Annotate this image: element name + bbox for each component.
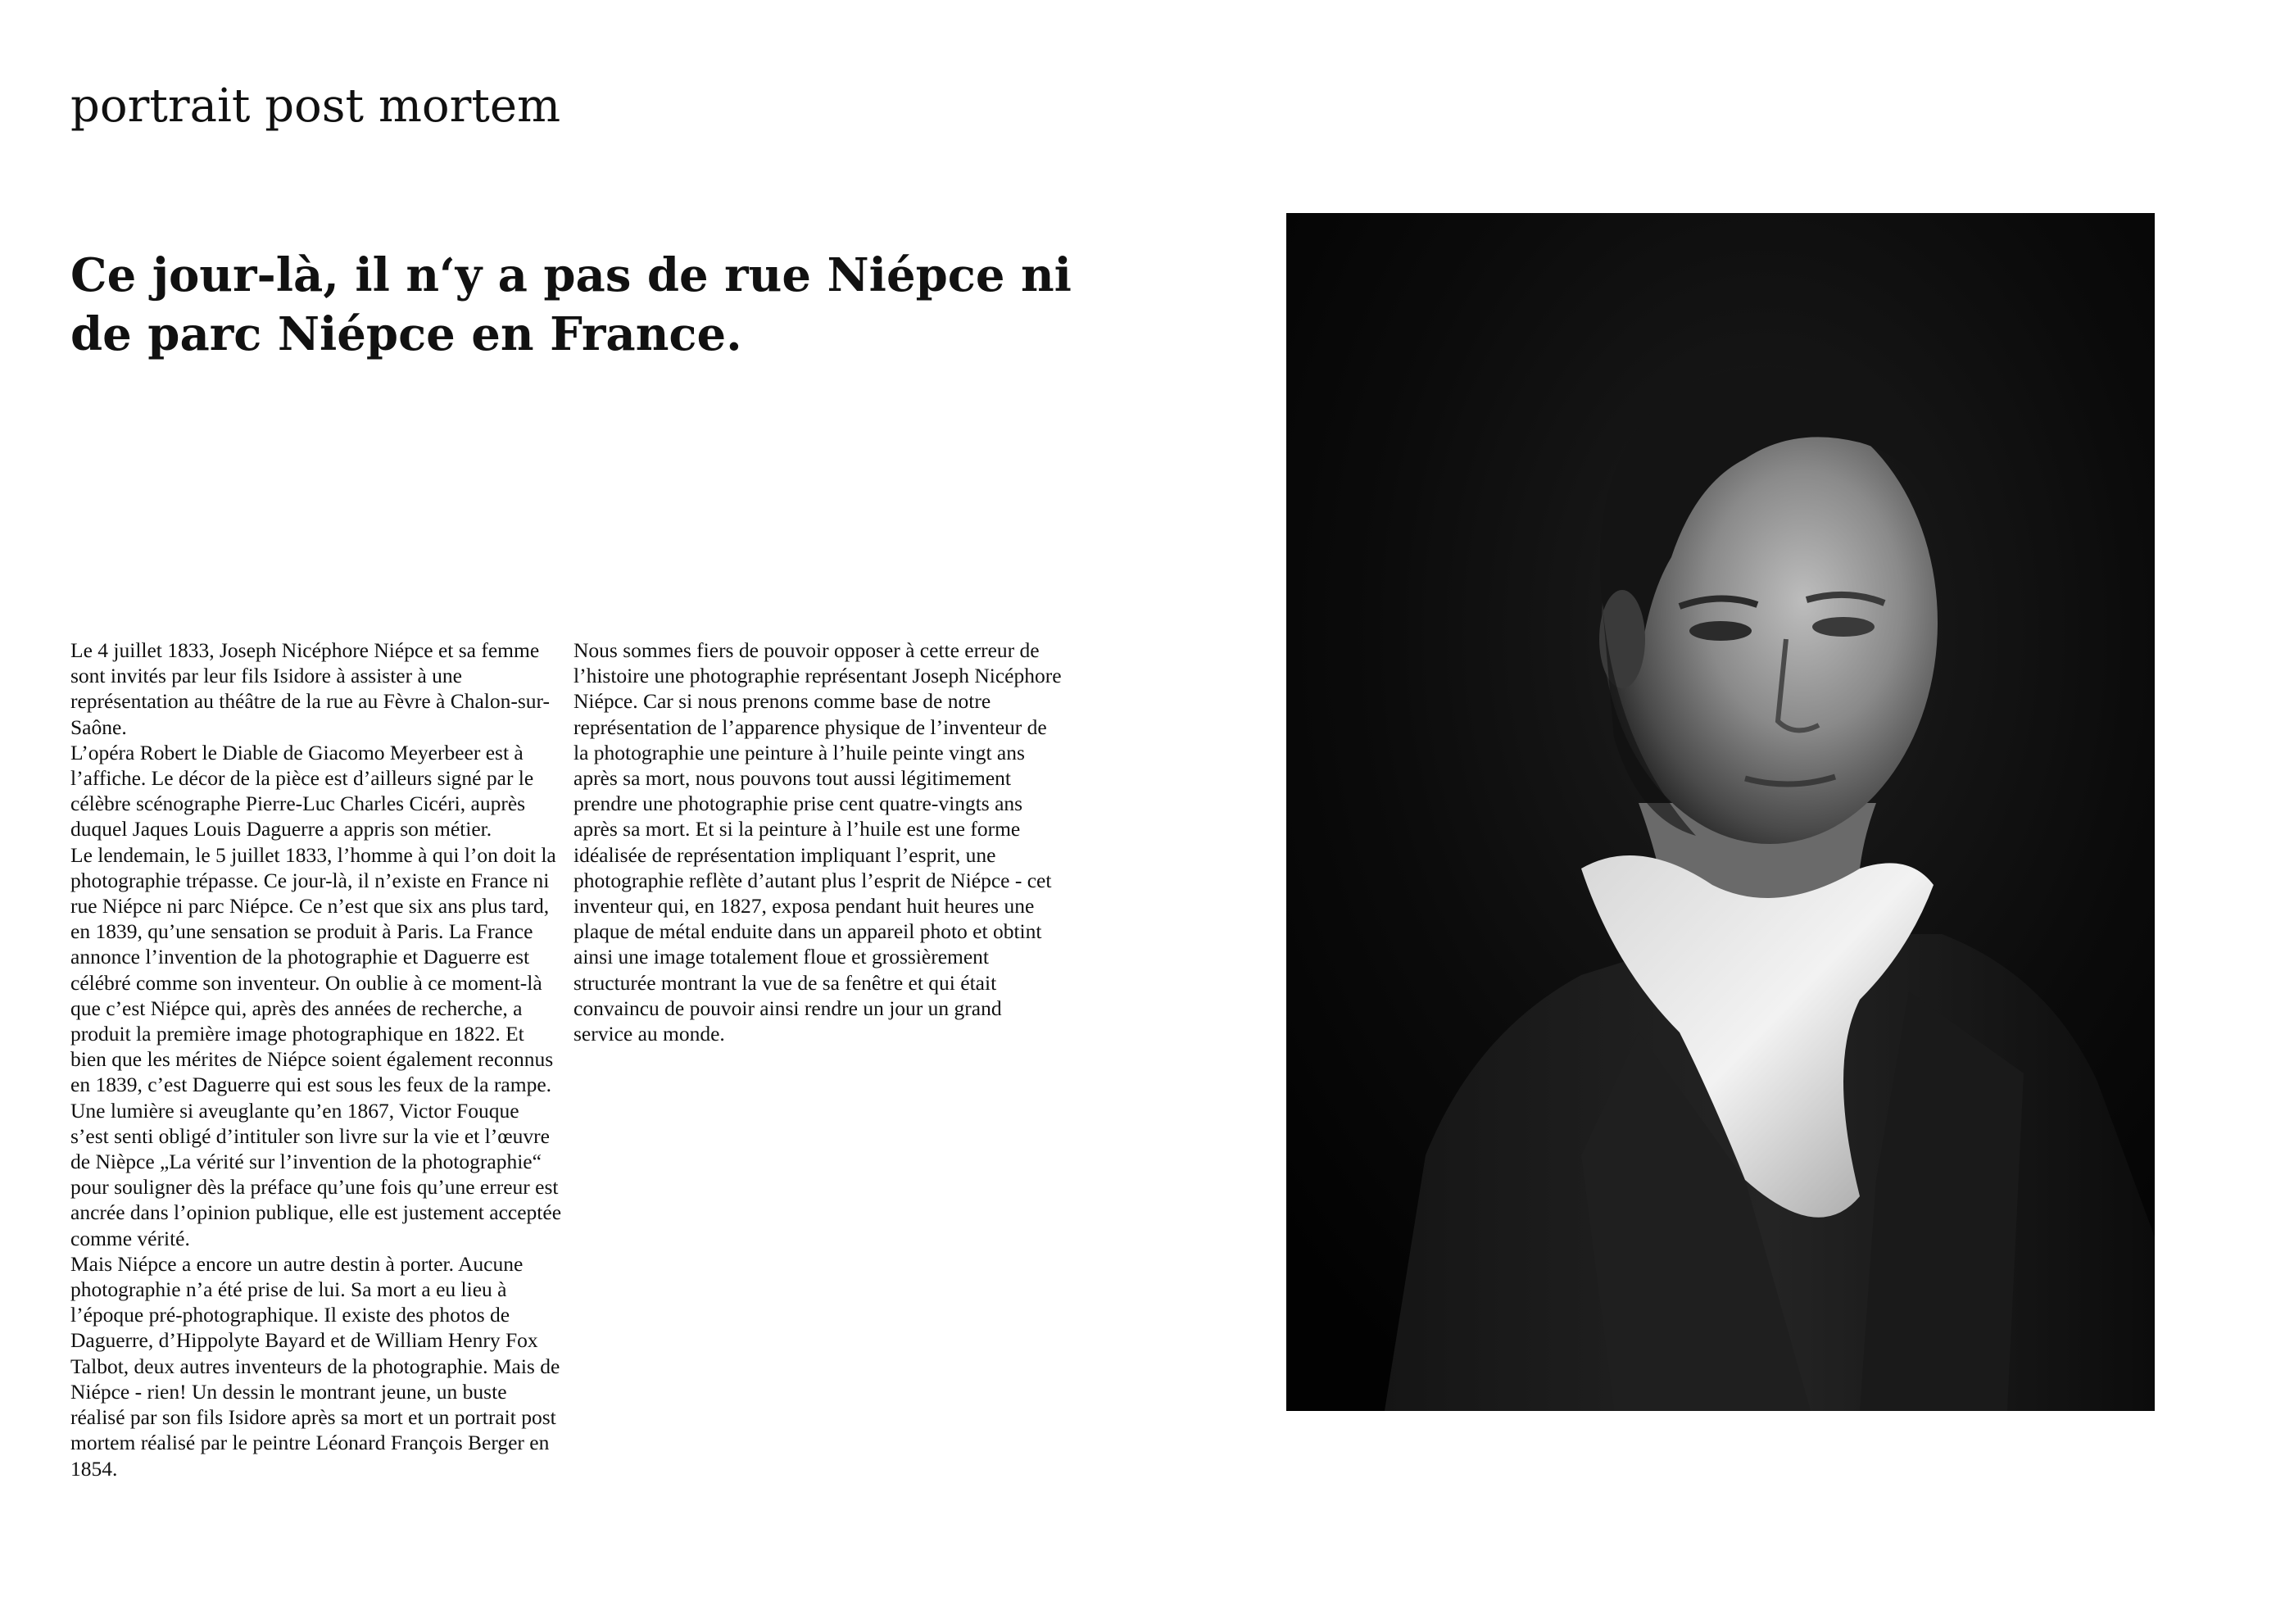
- headline: Ce jour-là, il n‘y a pas de rue Niépce ni de parc Niépce en France.: [70, 248, 1072, 361]
- portrait-illustration: [1286, 213, 2155, 1411]
- paragraph: Mais Niépce a encore un autre destin à porter. Aucune photographie n’a été prise de lui. Sa mort a eu lieu à l’époque pré-photographique. Il existe des photos de Daguerre, d’Hippolyte Bayard et de William Henry Fox Talbot, deux autres inventeurs de la photographie. Mais de Niépce - rien! Un dessin le montrant jeune, un buste réalisé par son fils Isidore après sa mort et un portrait post mortem réalisé par le peintre Léonard François Berger en 1854.: [70, 1251, 560, 1481]
- portrait-photo: [1286, 213, 2155, 1411]
- text-column-left: [70, 637, 562, 1481]
- text-column-right: [574, 637, 1065, 1046]
- paragraph: Nous sommes fiers de pouvoir opposer à cette erreur de l’histoire une photographie représentant Joseph Nicéphore Niépce. Car si nous prenons comme base de notre représentation de l’apparence physique de l’inventeur de la photographie une peinture à l’huile peinte vingt ans après sa mort, nous pouvons tout aussi légitimement prendre une photographie prise cent quatre-vingts ans après sa mort. Et si la peinture à l’huile est une forme idéalisée de représentation impliquant l’esprit, une photographie reflète d’autant plus l’esprit de Niépce - cet inventeur qui, en 1827, exposa pendant huit heures une plaque de métal enduite dans un appareil photo et obtint ainsi une image totalement floue et grossièrement structurée montrant la vue de sa fenêtre et qui était convaincu de pouvoir ainsi rendre un jour un grand service au monde.: [574, 638, 1062, 1046]
- paragraph: Le lendemain, le 5 juillet 1833, l’homme à qui l’on doit la photographie trépasse. Ce jour-là, il n’existe en France ni rue Niépce ni parc Niépce. Ce n’est que six ans plus tard, en 1839, qu’une sensation se produit à Paris. La France annonce l’invention de la photographie et Daguerre est célébré comme son inventeur. On oublie à ce moment-là que c’est Niépce qui, après des années de recherche, a produit la première image photographique en 1822. Et bien que les mérites de Niépce soient également reconnus en 1839, c’est Daguerre qui est sous les feux de la rampe. Une lumière si aveuglante qu’en 1867, Victor Fouque s’est senti obligé d’intituler son livre sur la vie et l’œuvre de Nièpce „La vérité sur l’invention de la photographie“ pour souligner dès la préface qu’une fois qu’une erreur est ancrée dans l’opinion publique, elle est justement acceptée comme vérité.: [70, 842, 562, 1250]
- eye-right: [1812, 617, 1875, 637]
- eye-left: [1689, 621, 1752, 641]
- paragraph: L’opéra Robert le Diable de Giacomo Meyerbeer est à l’affiche. Le décor de la pièce est d’ailleurs signé par le célèbre scénographe Pierre-Luc Charles Cicéri, auprès duquel Jaques Louis Daguerre a appris son métier.: [70, 740, 534, 841]
- paragraph: Le 4 juillet 1833, Joseph Nicéphore Niépce et sa femme sont invités par leur fils Isidore à assister à une représentation au théâtre de la rue au Fèvre à Chalon-sur-Saône.: [70, 638, 551, 739]
- section-title: portrait post mortem: [70, 79, 561, 133]
